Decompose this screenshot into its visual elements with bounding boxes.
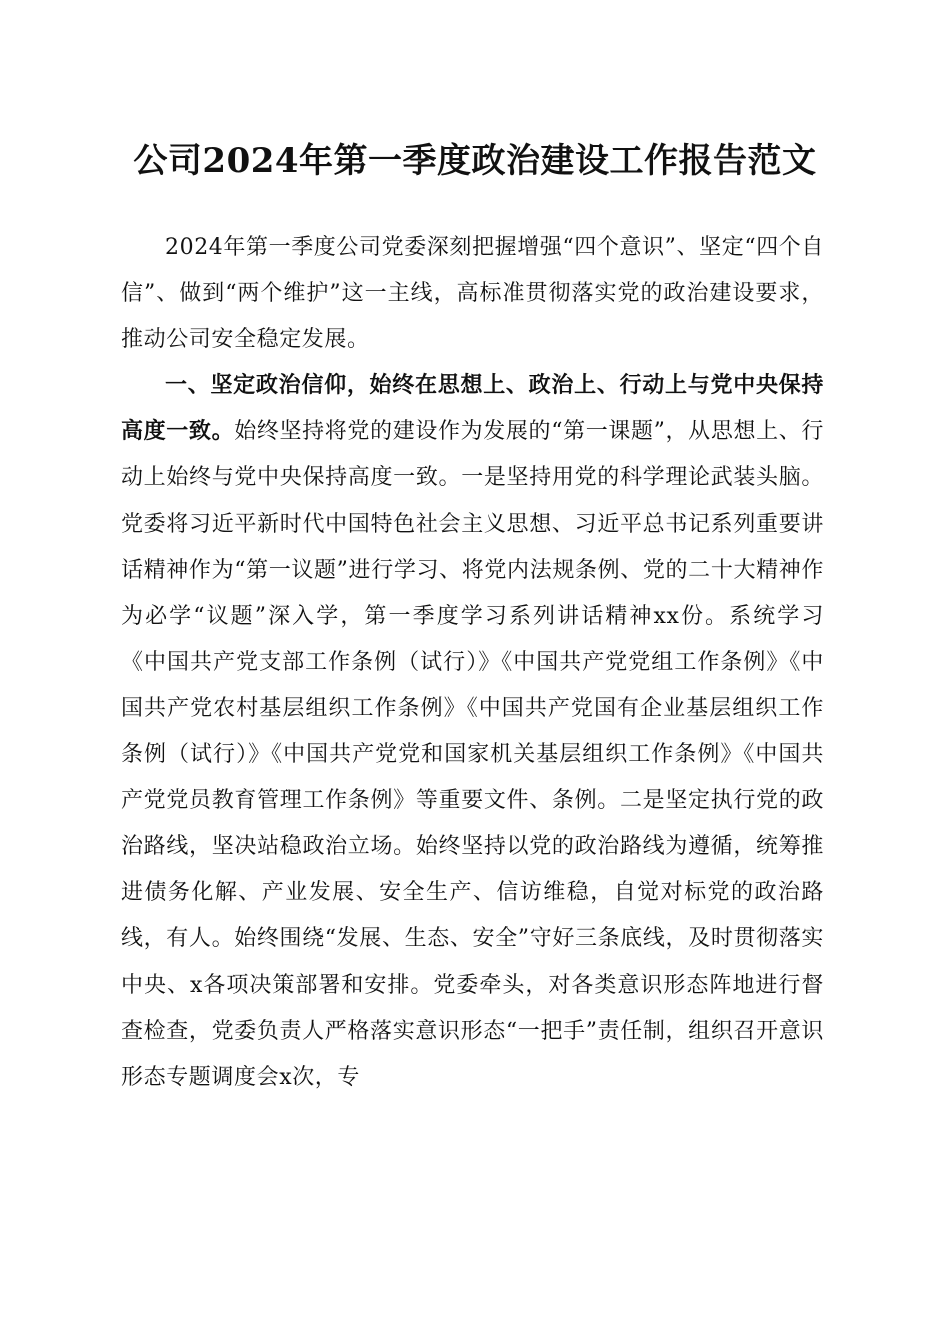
section-1-paragraph [121, 363, 824, 1101]
section-1-body: 始终坚持将党的建设作为发展的“第一课题”，从思想上、行动上始终与党中央保持高度一致。一是坚持用党的科学理论武装头脑。党委将习近平新时代中国特色社会主义思想、习近平总书记系列重要讲话精神作为“第一议题”进行学习、将党内法规条例、党的二十大精神作为必学“议题”深入学，第一季度学习系列讲话精神xx份。系统学习《中国共产党支部工作条例（试行）》《中国共产党党组工作条例》《中国共产党农村基层组织工作条例》《中国共产党国有企业基层组织工作条例（试行）》《中国共产党党和国家机关基层组织工作条例》《中国共产党党员教育管理工作条例》等重要文件、条例。二是坚定执行党的政治路线，坚决站稳政治立场。始终坚持以党的政治路线为遵循，统筹推进债务化解、产业发展、安全生产、信访维稳，自觉对标党的政治路线，有人。始终围绕“发展、生态、安全”守好三条底线，及时贯彻落实中央、x各项决策部署和安排。党委牵头，对各类意识形态阵地进行督查检查，党委负责人严格落实意识形态“一把手”责任制，组织召开意识形态专题调度会x次，专 [121, 419, 824, 1090]
section-1-heading: 一、坚定政治信仰，始终在思想上、政治上、行动上与党中央保持高度一致。 [121, 373, 824, 445]
document-body [121, 225, 824, 1101]
document-title: 公司2024年第一季度政治建设工作报告范文 [133, 141, 817, 181]
intro-paragraph: 2024年第一季度公司党委深刻把握增强“四个意识”、坚定“四个自信”、做到“两个维护”这一主线，高标准贯彻落实党的政治建设要求，推动公司安全稳定发展。 [121, 235, 824, 353]
